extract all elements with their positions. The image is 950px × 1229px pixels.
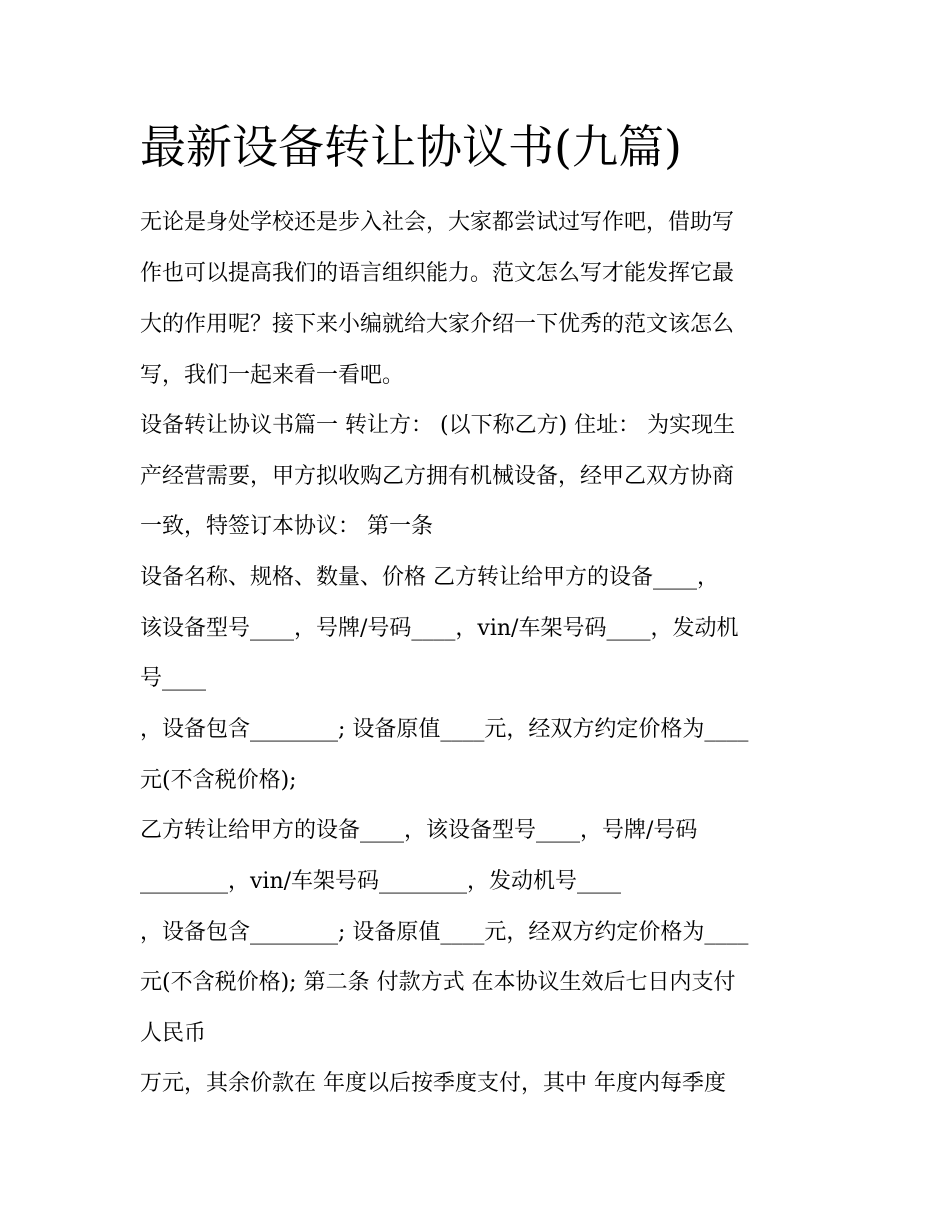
paragraph-line: 设备名称、规格、数量、价格 乙方转让给甲方的设备____， (140, 565, 719, 590)
paragraph-line: 元(不含税价格); 第二条 付款方式 在本协议生效后七日内支付 (140, 970, 736, 995)
paragraph-line: 设备转让协议书篇一 转让方： (以下称乙方) 住址： 为实现生 (140, 413, 736, 438)
paragraph-line: 大的作用呢？接下来小编就给大家介绍一下优秀的范文该怎么 (140, 312, 735, 337)
paragraph-line: 写，我们一起来看一看吧。 (140, 363, 405, 388)
paragraph-line: 号____ (140, 666, 207, 691)
paragraph-line: 一致，特签订本协议： 第一条 (140, 514, 433, 539)
paragraph-line: 该设备型号____，号牌/号码____，vin/车架号码____，发动机 (140, 616, 739, 641)
paragraph-line: 人民币 (140, 1021, 207, 1046)
paragraph-line: 乙方转让给甲方的设备____，该设备型号____，号牌/号码 (140, 818, 698, 843)
paragraph-line: ________，vin/车架号码________，发动机号____ (140, 869, 622, 894)
paragraph-line: ，设备包含________; 设备原值____元，经双方约定价格为____ (140, 717, 749, 742)
paragraph-line: 无论是身处学校还是步入社会，大家都尝试过写作吧，借助写 (140, 210, 735, 235)
paragraph-line: 产经营需要，甲方拟收购乙方拥有机械设备，经甲乙双方协商 (140, 464, 735, 489)
paragraph-line: ，设备包含________; 设备原值____元，经双方约定价格为____ (140, 920, 749, 945)
document-title: 最新设备转让协议书(九篇) (140, 120, 682, 174)
paragraph-line: 元(不含税价格); (140, 768, 297, 793)
paragraph-line: 作也可以提高我们的语言组织能力。范文怎么写才能发挥它最 (140, 261, 735, 286)
paragraph-line: 万元，其余价款在 年度以后按季度支付，其中 年度内每季度 (140, 1071, 726, 1096)
